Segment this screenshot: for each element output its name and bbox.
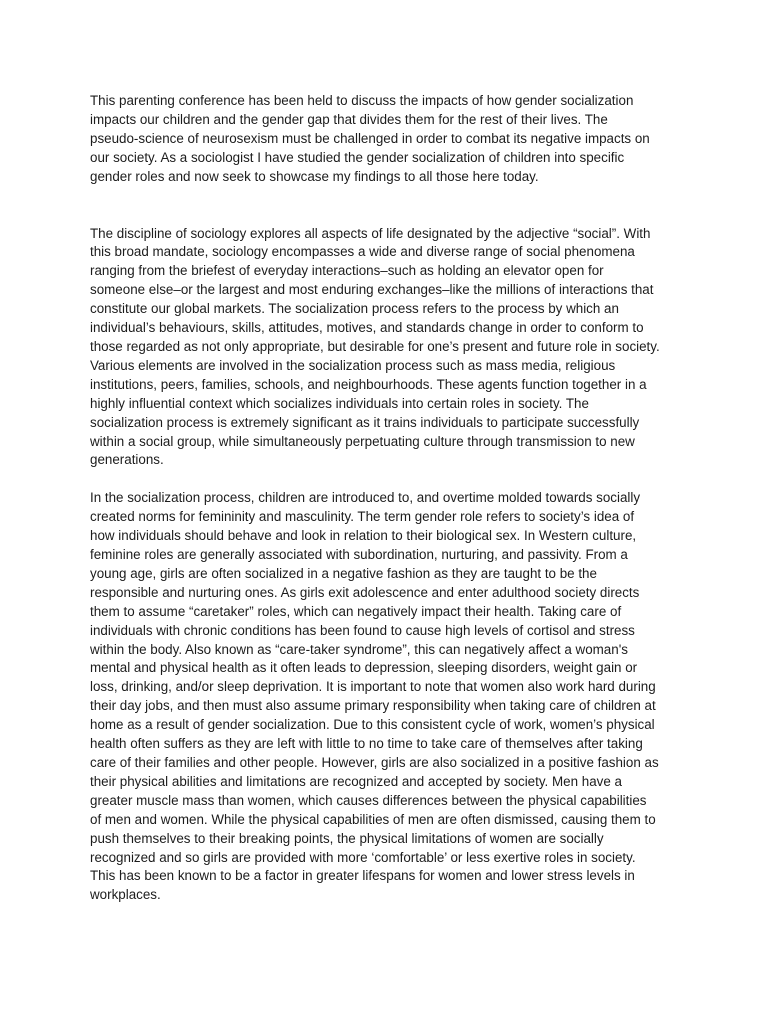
text-line: loss, drinking, and/or sleep deprivation. It is important to note that women also work hard during [90,679,656,695]
document-body [90,92,690,905]
text-line: home as a result of gender socialization. Due to this consistent cycle of work, women’s physical [90,717,655,733]
text-line: our society. As a sociologist I have studied the gender socialization of children into specific [90,149,625,165]
text-line: young age, girls are often socialized in a negative fashion as they are taught to be the [90,565,597,581]
text-line: push themselves to their breaking points, the physical limitations of women are socially [90,830,604,846]
text-line: This parenting conference has been held to discuss the impacts of how gender socialization [90,93,634,108]
text-line: The discipline of sociology explores all aspects of life designated by the adjective “social”. With [90,225,651,241]
text-line: socialization process is extremely significant as it trains individuals to participate successfully [90,414,640,430]
paragraph-intro [90,92,690,187]
text-line: mental and physical health as it often leads to depression, sleeping disorders, weight gain or [90,660,638,676]
text-line: their day jobs, and then must also assume primary responsibility when taking care of children at [90,698,656,714]
text-line: health often suffers as they are left with little to no time to take care of themselves after taking [90,736,643,752]
text-line: within the body. Also known as “care-taker syndrome”, this can negatively affect a woman's [90,641,628,657]
text-line: their physical abilities and limitations are recognized and accepted by society. Men have a [90,773,622,789]
text-line: those regarded as not only appropriate, but desirable for one’s present and future role in society. [90,338,660,354]
text-line: feminine roles are generally associated with subordination, nurturing, and passivity. From a [90,547,628,563]
text-line: this broad mandate, sociology encompasses a wide and diverse range of social phenomena [90,244,635,260]
text-line: how individuals should behave and look in relation to their biological sex. In Western culture, [90,528,637,544]
text-line: highly influential context which socializes individuals into certain roles in society. The [90,395,589,411]
text-line: Various elements are involved in the socialization process such as mass media, religious [90,357,616,373]
text-line: created norms for femininity and masculinity. The term gender role refers to society’s idea of [90,509,635,525]
text-line: someone else–or the largest and most enduring exchanges–like the millions of interactions that [90,282,654,298]
text-line: individuals with chronic conditions has been found to cause high levels of cortisol and stress [90,622,635,638]
text-line: impacts our children and the gender gap that divides them for the rest of their lives. The [90,111,608,127]
text-line: This has been known to be a factor in greater lifespans for women and lower stress levels in [90,868,635,884]
text-line: recognized and so girls are provided with more ‘comfortable’ or less exertive roles in society. [90,849,636,865]
text-line: pseudo-science of neurosexism must be challenged in order to combat its negative impacts on [90,130,650,146]
text-line: responsible and nurturing ones. As girls exit adolescence and enter adulthood society directs [90,584,640,600]
paragraph-gender-roles [90,489,690,905]
text-line: workplaces. [90,887,161,903]
text-line: In the socialization process, children are introduced to, and overtime molded towards socially [90,490,641,506]
text-line: constitute our global markets. The socialization process refers to the process by which an [90,301,619,317]
text-line: ranging from the briefest of everyday interactions–such as holding an elevator open for [90,263,604,279]
text-line: of men and women. While the physical capabilities of men are often dismissed, causing them to [90,811,656,827]
text-line: gender roles and now seek to showcase my findings to all those here today. [90,168,539,184]
text-line: within a social group, while simultaneously perpetuating culture through transmission to new [90,433,635,449]
text-line: care of their families and other people. However, girls are also socialized in a positive fashion as [90,755,659,770]
text-line: greater muscle mass than women, which causes differences between the physical capabilities [90,792,647,808]
text-line: individual’s behaviours, skills, attitudes, motives, and standards change in order to conform to [90,320,644,336]
text-line: generations. [90,452,164,468]
text-line: institutions, peers, families, schools, and neighbourhoods. These agents function together in a [90,376,647,392]
paragraph-sociology [90,225,690,471]
text-line: them to assume “caretaker” roles, which can negatively impact their health. Taking care of [90,603,622,619]
